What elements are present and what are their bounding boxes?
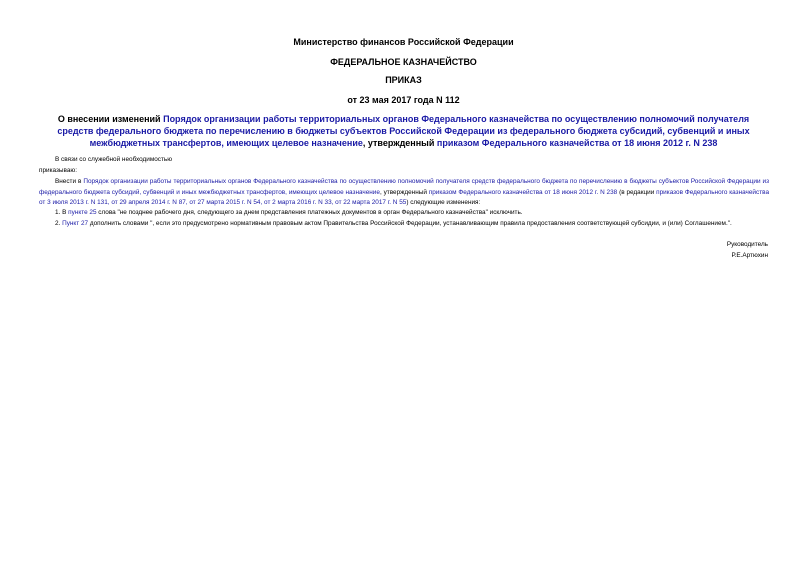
p1-mid: , утвержденный xyxy=(379,188,429,196)
date-number-heading: от 23 мая 2017 года N 112 xyxy=(347,95,460,105)
p1-paren-open: (в редакции xyxy=(617,188,657,196)
title-link-procedure[interactable]: Порядок организации работы территориальных органов Федерального казначейства по осуществлению полномочий получателя средств федерального бюджета по перечислению в бюджеты субъектов Российской Федерации из федерального бюджета субсидий, субвенций и иных межбюджетных трансфертов, имеющих целевое назначение xyxy=(57,114,750,148)
title-middle: , утвержденный xyxy=(362,138,437,148)
item2-link[interactable]: Пункт 27 xyxy=(62,220,89,227)
item2-start: 2. xyxy=(55,220,63,227)
signature-position: Руководитель xyxy=(726,241,768,248)
item2-end: дополнить словами ", если это предусмотрено нормативным правовым актом Правительства Российской Федерации, устанавливающим правила предоставления соответствующей субсидии, и (или) Соглашением.". xyxy=(88,220,732,227)
p1-start: Внести в xyxy=(55,178,84,185)
order-word: приказываю: xyxy=(39,167,77,174)
item1-end: слова "не позднее рабочего дня, следующего за днем представления платежных документов в орган Федерального казначейства" исключить. xyxy=(96,209,523,216)
ministry-heading: Министерство финансов Российской Федерации xyxy=(293,37,514,47)
signature-name: Р.Е.Артюхин xyxy=(731,252,768,259)
item-2 xyxy=(39,219,769,230)
p1-link-amendments[interactable]: приказов Федерального казначейства от 3 июля 2013 г. N 131, от 29 апреля 2014 г. N 87, от 27 марта 2015 г. N 54, от 2 марта 2016 г. N 33, от 22 марта 2017 г. N 55 xyxy=(39,188,769,206)
p1-link-procedure[interactable]: Порядок организации работы территориальных органов Федерального казначейства по осуществлению полномочий получателя средств федерального бюджета по перечислению в бюджеты субъектов Российской Федерации из федерального бюджета субсидий, субвенций и иных межбюджетных трансфертов, имеющих целевое назначение xyxy=(39,178,770,196)
agency-heading: ФЕДЕРАЛЬНОЕ КАЗНАЧЕЙСТВО xyxy=(330,57,477,67)
item1-link[interactable]: пункте 25 xyxy=(68,209,97,216)
item1-start: 1. В xyxy=(55,209,69,216)
item-1 xyxy=(39,208,769,219)
paragraph-main xyxy=(39,177,769,209)
p1-end: ) следующие изменения: xyxy=(406,199,481,206)
title-prefix: О внесении изменений xyxy=(57,114,164,124)
title-link-order[interactable]: приказом Федерального казначейства от 18 июня 2012 г. N 238 xyxy=(436,138,718,148)
p1-link-order[interactable]: приказом Федерального казначейства от 18 июня 2012 г. N 238 xyxy=(428,188,618,196)
document-title xyxy=(40,113,767,149)
doc-type-heading: ПРИКАЗ xyxy=(385,75,422,85)
intro-line: В связи со служебной необходимостью xyxy=(55,156,173,163)
